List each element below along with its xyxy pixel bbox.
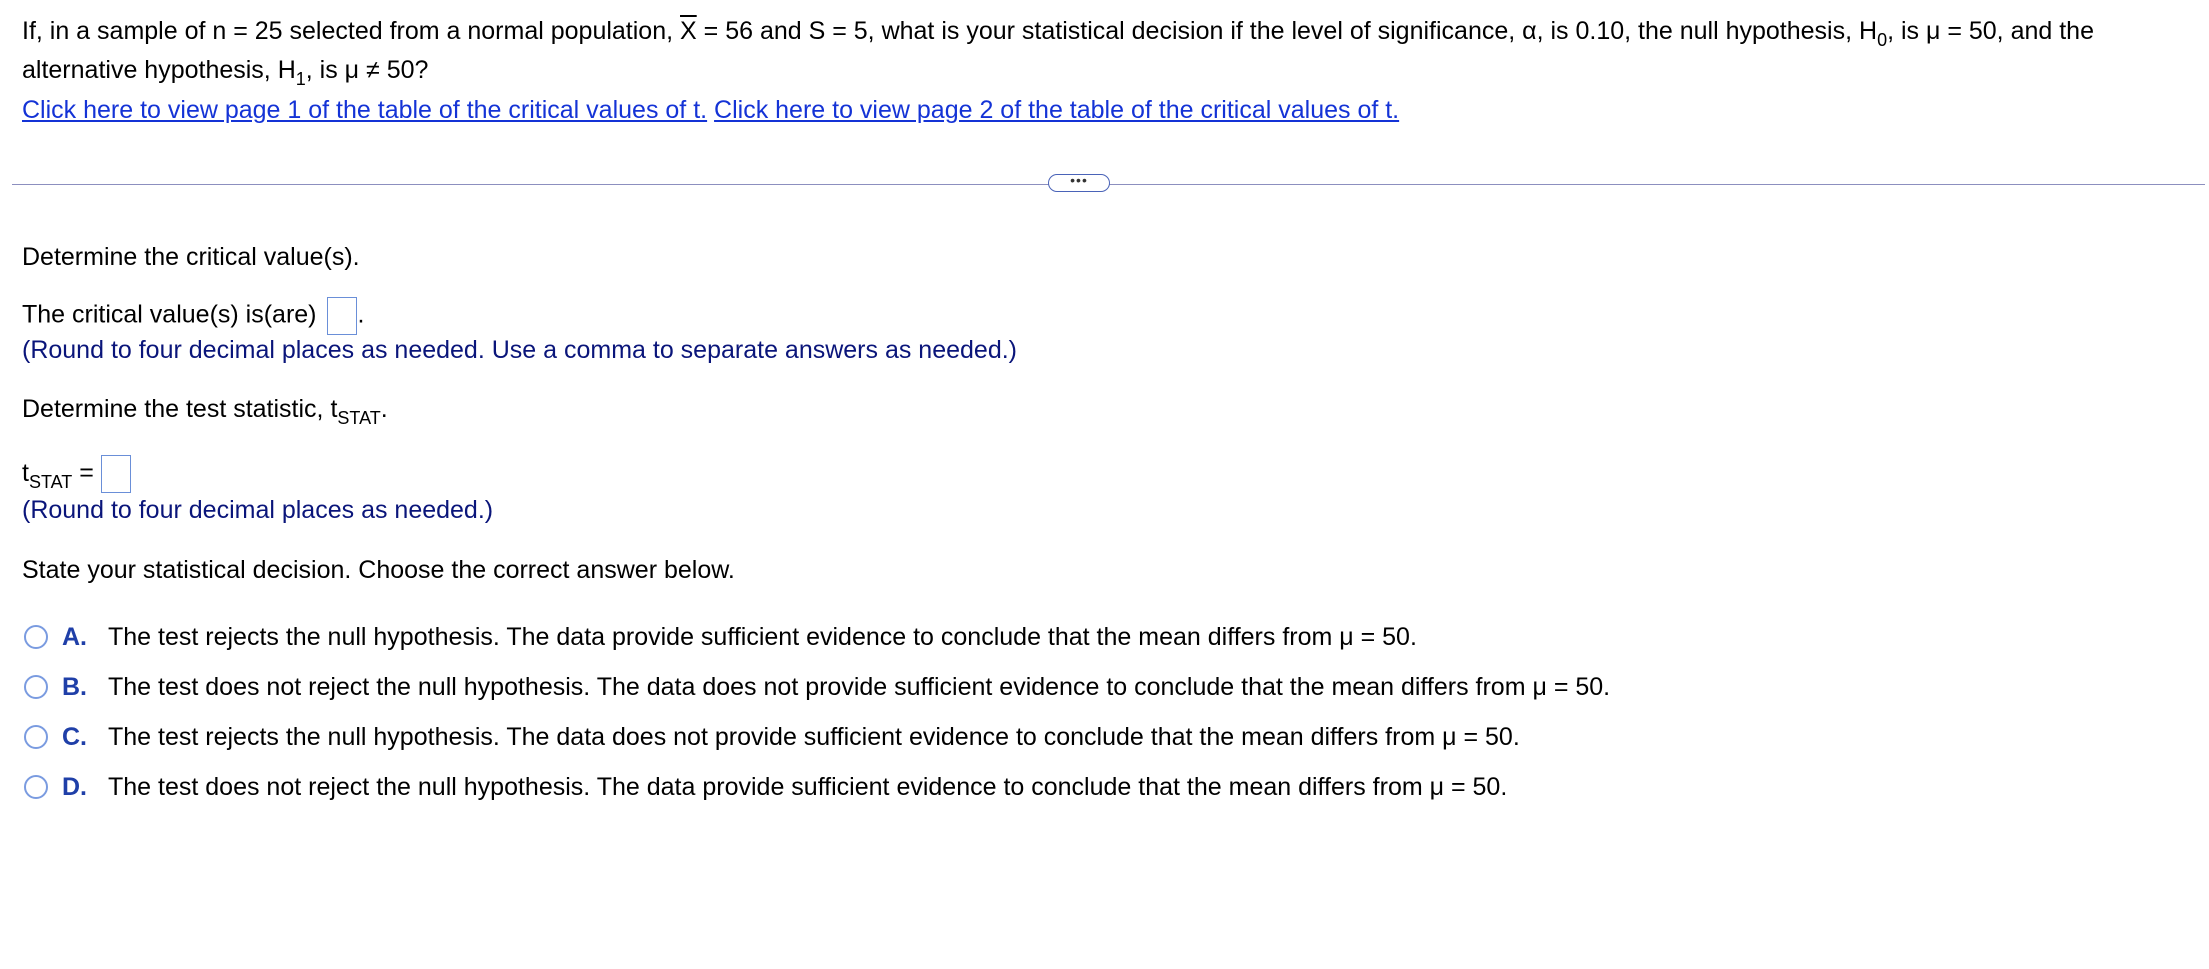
option-b[interactable] (24, 670, 1610, 704)
option-a[interactable] (24, 620, 1417, 654)
test-statistic-label: $t_{STAT}$ (22, 458, 73, 492)
question-line-2: alternative hypothesis, $H_1$, is μ ≠ 50? (22, 56, 429, 89)
critical-values-page-1-link[interactable]: Click here to view page 1 of the table of the critical values of t. (22, 96, 708, 124)
critical-value-row: The critical value(s) is(are) . (22, 297, 364, 335)
question-line-1: If, in a sample of n = 25 selected from a normal population, $\overline{X} = 56$ and S = 5, what is your statistical decision if the level of significance, α, is 0.10, the null hypothesis, $H_0$, is μ = 50, and the (22, 17, 2094, 50)
option-d-letter: D. (62, 772, 87, 801)
option-c-letter: C. (62, 722, 87, 751)
test-statistic-row: $t_{STAT}$ = (22, 455, 131, 493)
table-links (22, 95, 1399, 125)
critical-value-prompt: Determine the critical value(s). (22, 243, 360, 271)
x-bar-symbol: $\overline{X}$ (680, 17, 697, 45)
critical-value-note: (Round to four decimal places as needed. Use a comma to separate answers as needed.) (22, 336, 1017, 364)
option-c-text: The test rejects the null hypothesis. The data does not provide sufficient evidence to conclude that the mean differs from μ = 50. (108, 722, 1520, 751)
critical-values-page-2-link[interactable]: Click here to view page 2 of the table of the critical values of t. (714, 96, 1400, 124)
ellipsis-icon: ••• (1070, 172, 1088, 188)
test-statistic-note: (Round to four decimal places as needed.) (22, 496, 494, 524)
option-a-text: The test rejects the null hypothesis. The data provide sufficient evidence to conclude that the mean differs from μ = 50. (108, 622, 1417, 651)
test-statistic-prompt: Determine the test statistic, $t_{STAT}$. (22, 395, 388, 428)
critical-value-input[interactable] (327, 297, 357, 335)
option-b-radio[interactable] (24, 675, 48, 699)
option-b-letter: B. (62, 672, 87, 701)
test-statistic-input[interactable] (101, 455, 131, 493)
expand-more-button[interactable] (1048, 174, 1110, 192)
option-a-letter: A. (62, 622, 87, 651)
option-d[interactable] (24, 770, 1507, 804)
decision-prompt: State your statistical decision. Choose the correct answer below. (22, 556, 735, 584)
option-c-radio[interactable] (24, 725, 48, 749)
option-d-radio[interactable] (24, 775, 48, 799)
option-a-radio[interactable] (24, 625, 48, 649)
option-b-text: The test does not reject the null hypothesis. The data does not provide sufficient evidence to conclude that the mean differs from μ = 50. (108, 672, 1611, 701)
option-c[interactable] (24, 720, 1520, 754)
critical-value-label: The critical value(s) is(are) (22, 300, 317, 329)
option-d-text: The test does not reject the null hypothesis. The data provide sufficient evidence to conclude that the mean differs from μ = 50. (108, 772, 1508, 801)
